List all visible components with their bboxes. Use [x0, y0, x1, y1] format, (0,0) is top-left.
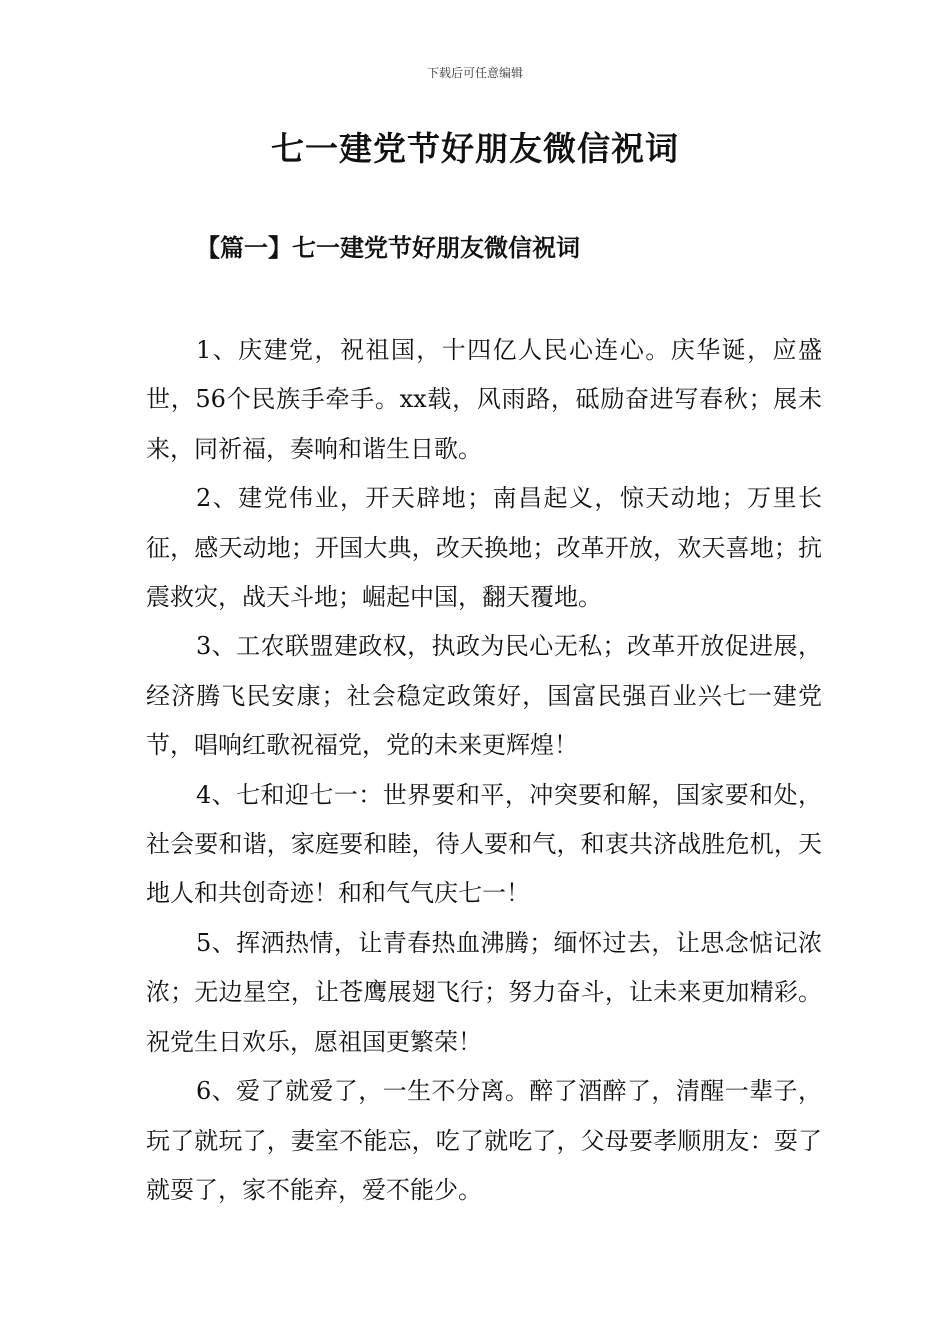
paragraph-5: 5、挥洒热情，让青春热血沸腾；缅怀过去，让思念惦记浓浓；无边星空，让苍鹰展翅飞行；努力奋斗，让未来更加精彩。祝党生日欢乐，愿祖国更繁荣！ [146, 928, 822, 1056]
paragraph-3: 3、工农联盟建政权，执政为民心无私；改革开放促进展，经济腾飞民安康；社会稳定政策好，国富民强百业兴七一建党节，唱响红歌祝福党，党的未来更辉煌！ [146, 632, 822, 760]
paragraph-6: 6、爱了就爱了，一生不分离。醉了酒醉了，清醒一辈子，玩了就玩了，妻室不能忘，吃了就吃了，父母要孝顺朋友：耍了就耍了，家不能弃，爱不能少。 [146, 1077, 822, 1204]
section-heading: 【篇一】七一建党节好朋友微信祝词 [196, 233, 580, 262]
paragraph-4: 4、七和迎七一：世界要和平，冲突要和解，国家要和处，社会要和谐，家庭要和睦，待人要和气，和衷共济战胜危机，天地人和共创奇迹！和和气气庆七一！ [146, 780, 822, 908]
document-body [146, 326, 822, 1215]
paragraph-2: 2、建党伟业，开天辟地；南昌起义，惊天动地；万里长征，感天动地；开国大典，改天换地；改革开放，欢天喜地；抗震救灾，战天斗地；崛起中国，翻天覆地。 [146, 484, 822, 612]
document-title: 七一建党节好朋友微信祝词 [271, 129, 679, 168]
paragraph-1: 1、庆建党，祝祖国，十四亿人民心连心。庆华诞，应盛世，56个民族手牵手。xx载，风雨路，砥励奋进写春秋；展未来，同祈福，奏响和谐生日歌。 [146, 336, 822, 463]
header-note: 下载后可任意编辑 [426, 66, 523, 80]
